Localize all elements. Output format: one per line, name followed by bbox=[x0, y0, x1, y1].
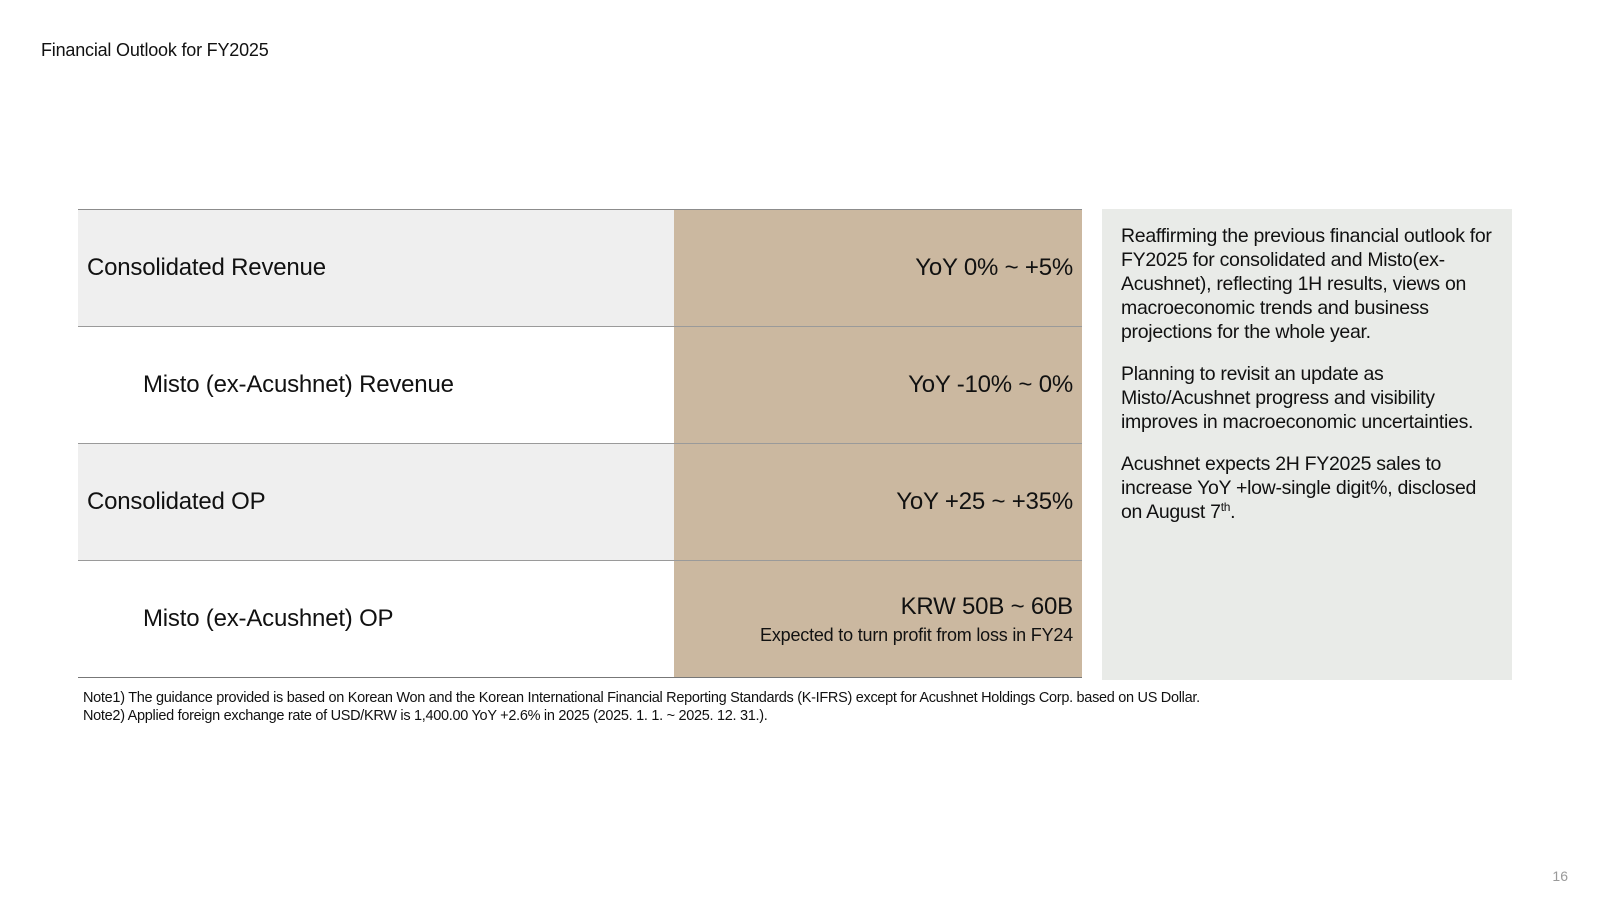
commentary-paragraph bbox=[1121, 452, 1502, 524]
commentary-panel bbox=[1102, 209, 1512, 680]
row-label: Consolidated Revenue bbox=[78, 210, 674, 326]
footnotes bbox=[83, 689, 1200, 725]
row-value-note: Expected to turn profit from loss in FY24 bbox=[760, 624, 1073, 645]
table-row-consolidated-op bbox=[78, 444, 1082, 561]
row-value: KRW 50B ~ 60B bbox=[900, 592, 1073, 620]
ordinal-suffix: th bbox=[1220, 500, 1231, 514]
table-row-misto-revenue bbox=[78, 327, 1082, 444]
row-value-cell bbox=[674, 210, 1082, 326]
row-value: YoY 0% ~ +5% bbox=[915, 254, 1073, 281]
footnote-2: Note2) Applied foreign exchange rate of USD/KRW is 1,400.00 YoY +2.6% in 2025 (2025. 1. 1. ~ 2025. 12. 31.). bbox=[83, 708, 768, 724]
footnote-1: Note1) The guidance provided is based on Korean Won and the Korean International Financial Reporting Standards (K-IFRS) except for Acushnet Holdings Corp. based on US Dollar. bbox=[83, 690, 1200, 706]
table-row-consolidated-revenue bbox=[78, 210, 1082, 327]
commentary-paragraph: Reaffirming the previous financial outlook for FY2025 for consolidated and Misto(ex-Acushnet), reflecting 1H results, views on macroeconomic trends and business projections for the whole year. bbox=[1121, 225, 1492, 343]
outlook-table bbox=[78, 209, 1082, 678]
row-value-cell bbox=[674, 327, 1082, 443]
row-value: YoY +25 ~ +35% bbox=[896, 488, 1073, 515]
page-title: Financial Outlook for FY2025 bbox=[41, 40, 269, 60]
page-number: 16 bbox=[1552, 868, 1568, 884]
commentary-paragraph: Planning to revisit an update as Misto/Acushnet progress and visibility improves in macroeconomic uncertainties. bbox=[1121, 363, 1474, 433]
row-value: YoY -10% ~ 0% bbox=[908, 371, 1073, 398]
table-row-misto-op bbox=[78, 561, 1082, 678]
row-value-cell bbox=[674, 561, 1082, 677]
commentary-punctuation: . bbox=[1230, 501, 1236, 523]
row-label: Misto (ex-Acushnet) Revenue bbox=[78, 327, 674, 443]
row-value-cell bbox=[674, 444, 1082, 560]
row-label: Misto (ex-Acushnet) OP bbox=[78, 561, 674, 677]
row-label: Consolidated OP bbox=[78, 444, 674, 560]
commentary-text: Acushnet expects 2H FY2025 sales to increase YoY +low-single digit%, disclosed on August 7 bbox=[1121, 453, 1477, 523]
